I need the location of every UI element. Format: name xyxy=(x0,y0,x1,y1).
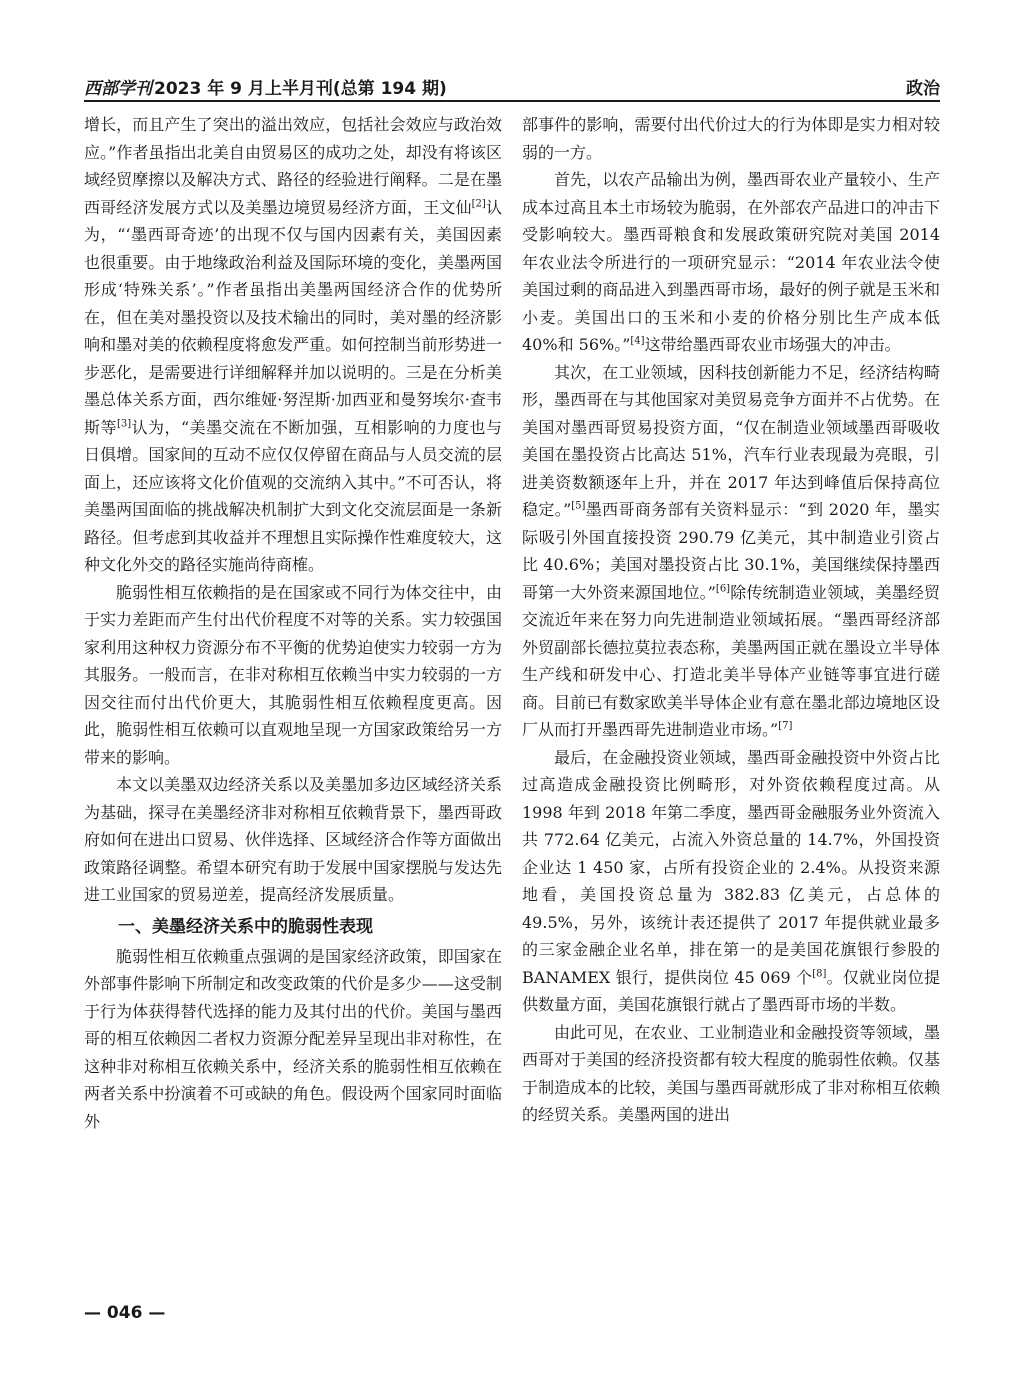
right-column xyxy=(522,111,940,1129)
citation: [7] xyxy=(778,720,793,732)
paragraph: 由此可见，在农业、工业制造业和金融投资等领域，墨西哥对于美国的经济投资都有较大程度的脆弱性依赖。仅基于制造成本的比较，美国与墨西哥就形成了非对称相互依赖的经贸关系。美墨两国的进出 xyxy=(522,1022,940,1124)
left-column xyxy=(84,111,502,1135)
text: 。仅就业岗位提供数量方面，美国花旗银行就占了墨西哥市场的半数。 xyxy=(522,967,940,1014)
text: 最后，在金融投资业领域，墨西哥金融投资中外资占比过高造成金融投资比例畸形，对外资依赖程度过高。从 1998 年到 2018 年第二季度，墨西哥金融服务业外资流入共 772.64 亿美元，占流入外资总量的 14.7%，外国投资企业达 1 450 家，占所有投资企业的 2.4%。从投资来源地看，美国投资总量为 382.83 亿美元，占总体的 49.5%，另外，该统计表还提供了 2017 年提供就业最多的三家金融企业名单，排在第一的是美国花旗银行参股的 BANAMEX 银行，提供岗位 45 069 个 xyxy=(522,747,940,987)
citation: [6] xyxy=(715,583,731,595)
citation: [4] xyxy=(630,335,645,347)
journal-logo: 西部学刊 xyxy=(84,79,152,99)
paragraph: 脆弱性相互依赖指的是在国家或不同行为体交往中，由于实力差距而产生付出代价程度不对等的关系。实力较强国家利用这种权力资源分布不平衡的优势迫使实力较弱一方为其服务。一般而言，在非对称相互依赖当中实力较弱的一方因交往而付出代价更大，其脆弱性相互依赖程度更高。因此，脆弱性相互依赖可以直观地呈现一方国家政策给另一方带来的影响。 xyxy=(84,582,502,767)
text: 这带给墨西哥农业市场强大的冲击。 xyxy=(644,335,901,354)
page-header xyxy=(84,68,940,98)
citation: [5] xyxy=(571,500,586,512)
text: 其次，在工业领域，因科技创新能力不足，经济结构畸形，墨西哥在与其他国家对美贸易竞争方面并不占优势。在美国对墨西哥贸易投资方面，“仅在制造业领域墨西哥吸收美国在墨投资占比高达 51%，汽车行业表现最为亮眼，引进美资数额逐年上升，并在 2017 年达到峰值后保持高位稳定。” xyxy=(522,362,940,519)
paragraph: 本文以美墨双边经济关系以及美墨加多边区域经济关系为基础，探寻在美墨经济非对称相互依赖背景下，墨西哥政府如何在进出口贸易、伙伴选择、区域经济合作等方面做出政策路径调整。希望本研究有助于发展中国家摆脱与发达先进工业国家的贸易逆差，提高经济发展质量。 xyxy=(84,775,502,904)
citation: [8] xyxy=(812,968,827,980)
paragraph: 部事件的影响，需要付出代价过大的行为体即是实力相对较弱的一方。 xyxy=(522,115,940,162)
citation: [2] xyxy=(471,198,486,210)
paragraph xyxy=(522,166,940,359)
page-number: — 046 — xyxy=(84,1303,166,1323)
text: 墨西哥商务部有关资料显示：“到 2020 年，墨实际吸引外国直接投资 290.79 亿美元，其中制造业引资占比 40.6%；美国对墨投资占比 30.1%，美国继续保持墨西哥第一大外资来源国地位。” xyxy=(522,500,941,602)
text: 认为，“‘墨西哥奇迹’的出现不仅与国内因素有关，美国因素也很重要。由于地缘政治利益及国际环境的变化，美墨两国形成‘特殊关系’。”作者虽指出美墨两国经济合作的优势所在，但在美对墨投资以及技术输出的同时，美对墨的经济影响和墨对美的依赖程度将愈发严重。如何控制当前形势进一步恶化，是需要进行详细解释并加以说明的。三是在分析美墨总体关系方面，西尔维娅·努涅斯·加西亚和曼努埃尔·查韦斯等 xyxy=(84,197,502,437)
text: 增长，而且产生了突出的溢出效应，包括社会效应与政治效应。”作者虽指出北美自由贸易区的成功之处，却没有将该区域经贸摩擦以及解决方式、路径的经验进行阐释。二是在墨西哥经济发展方式以及美墨边境贸易经济方面，王文仙 xyxy=(84,115,502,217)
paragraph: 脆弱性相互依赖重点强调的是国家经济政策，即国家在外部事件影响下所制定和改变政策的代价是多少——这受制于行为体获得替代选择的能力及其付出的代价。美国与墨西哥的相互依赖因二者权力资源分配差异呈现出非对称性，在这种非对称相互依赖关系中，经济关系的脆弱性相互依赖在两者关系中扮演着不可或缺的角色。假设两个国家同时面临外 xyxy=(84,946,502,1131)
text: 认为，“美墨交流在不断加强，互相影响的力度也与日俱增。国家间的互动不应仅仅停留在商品与人员交流的层面上，还应该将文化价值观的交流纳入其中。”不可否认，将美墨两国面临的挑战解决机制扩大到文化交流层面是一条新路径。但考虑到其收益并不理想且实际操作性难度较大，这种文化外交的路径实施尚待商榷。 xyxy=(84,417,502,574)
text: 除传统制造业领域，美墨经贸交流近年来在努力向先进制造业领域拓展。“墨西哥经济部外贸副部长德拉莫拉表态称，美墨两国正就在墨设立半导体生产线和研发中心、打造北美半导体产业链等事宜进行磋商。目前已有数家欧美半导体企业有意在墨北部边境地区设厂从而打开墨西哥先进制造业市场。” xyxy=(522,582,940,739)
header-rule xyxy=(84,100,940,102)
section-heading: 一、美墨经济关系中的脆弱性表现 xyxy=(118,916,373,937)
paragraph xyxy=(522,744,940,1019)
section-label: 政治 xyxy=(906,79,940,99)
paragraph xyxy=(522,359,940,744)
text: 首先，以农产品输出为例，墨西哥农业产量较小、生产成本过高且本土市场较为脆弱，在外部农产品进口的冲击下受影响较大。墨西哥粮食和发展政策研究院对美国 2014 年农业法令所进行的一项研究显示：“2014 年农业法令使美国过剩的商品进入到墨西哥市场，最好的例子就是玉米和小麦。美国出口的玉米和小麦的价格分别比生产成本低 40%和 56%。” xyxy=(522,170,940,354)
journal-issue xyxy=(84,74,447,99)
citation: [3] xyxy=(116,418,132,430)
issue-text: 2023 年 9 月上半月刊(总第 194 期) xyxy=(154,79,447,99)
paragraph xyxy=(84,111,502,579)
